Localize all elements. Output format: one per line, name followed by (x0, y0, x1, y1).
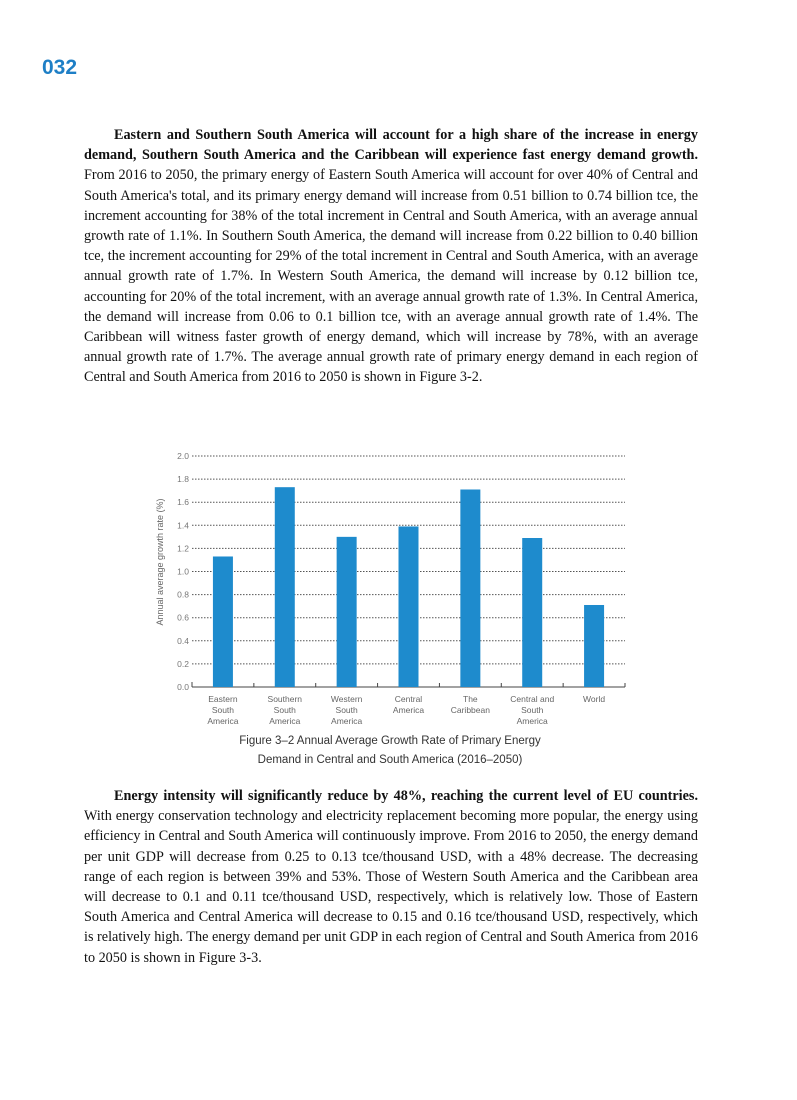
y-tick-label: 2.0 (177, 451, 189, 461)
paragraph-lead-bold: Eastern and Southern South America will account for a high share of the increase in energy demand, Southern South America and the Caribbean will experience fast energy demand growth. (84, 127, 698, 164)
y-axis-label: Annual average growth rate (%) (155, 498, 165, 626)
bar-southern-south-america (275, 487, 295, 687)
y-tick-label: 1.0 (177, 566, 189, 577)
x-tick-label: The (463, 694, 478, 704)
x-tick-label: America (207, 716, 239, 726)
x-tick-label: South (335, 705, 358, 715)
y-tick-label: 1.8 (177, 474, 189, 485)
y-tick-label: 0.4 (177, 635, 189, 646)
y-tick-label: 0.6 (177, 612, 189, 623)
x-tick-label: America (516, 716, 548, 726)
chart-plot-area (140, 445, 640, 735)
y-tick-label: 0.2 (177, 658, 189, 669)
x-tick-label: Central and (510, 694, 555, 704)
bar-world (584, 605, 604, 687)
x-tick-label: America (331, 716, 363, 726)
paragraph-lead-bold: Energy intensity will significantly reduce by 48%, reaching the current level of EU countries. (114, 788, 698, 804)
paragraph-energy-demand-growth (84, 125, 698, 388)
bar-central-and-south-america (522, 538, 542, 687)
y-tick-label: 0.0 (177, 682, 189, 692)
x-tick-label: South (521, 705, 544, 715)
bar-eastern-south-america (213, 556, 233, 687)
figure-caption-line1: Figure 3–2 Annual Average Growth Rate of Primary Energy (239, 735, 541, 747)
x-tick-label: Eastern (208, 694, 238, 704)
x-tick-label: America (269, 716, 301, 726)
x-tick-label: America (392, 705, 425, 715)
x-tick-label: Central (394, 694, 423, 704)
y-tick-label: 1.4 (177, 520, 189, 531)
x-tick-label: Caribbean (450, 705, 490, 715)
paragraph-body: From 2016 to 2050, the primary energy of Eastern South America will account for over 40% of Central and South America's total, and its primary energy demand will increase from 0.51 billion to 0.74 billion tce, the increment accounting for 38% of the total increment in Central and South America, with an average annual growth rate of 1.1%. In Southern South America, the demand will increase from 0.22 billion to 0.40 billion tce, the increment accounting for 29% of the total increment in Central and South America, with an average annual growth rate of 1.7%. In Western South America, the demand will increase by 0.12 billion tce, accounting for 20% of the total increment, with an average annual growth rate of 1.3%. In Central America, the demand will increase from 0.06 to 0.1 billion tce, with an average annual growth rate of 1.4%. The Caribbean will witness faster growth of energy demand, which will increase by 78%, with an average annual growth rate of 1.7%. The average annual growth rate of primary energy demand in each region of Central and South America from 2016 to 2050 is shown in Figure 3-2. (84, 167, 698, 386)
paragraph-energy-intensity (84, 786, 698, 968)
paragraph-body: With energy conservation technology and electricity replacement becoming more popular, the energy using efficiency in Central and South America will continuously improve. From 2016 to 2050, the energy demand per unit GDP will decrease from 0.25 to 0.13 tce/thousand USD, with a 48% decrease. The decreasing range of each region is between 39% and 53%. Those of Western South America and the Caribbean area will decrease to 0.1 and 0.11 tce/thousand USD, respectively, which is relatively low. Those of Eastern South America and Central America will decrease to 0.15 and 0.16 tce/thousand USD, respectively, which is relatively high. The energy demand per unit GDP in each region of Central and South America from 2016 to 2050 is shown in Figure 3-3. (84, 808, 698, 966)
x-tick-label: Western (330, 694, 363, 704)
x-tick-label: Southern (267, 694, 303, 704)
x-tick-label: South (273, 705, 296, 715)
figure-caption-line2: Demand in Central and South America (2016–2050) (257, 754, 523, 766)
bar-chart-growth-rate (140, 445, 640, 735)
bar-the-caribbean (460, 489, 480, 687)
page-number: 032 (42, 56, 78, 79)
bar-central-america (399, 526, 419, 687)
y-tick-label: 1.2 (177, 543, 189, 554)
x-tick-label: South (211, 705, 235, 715)
x-tick-label: World (583, 694, 606, 704)
y-tick-label: 0.8 (177, 589, 189, 600)
y-tick-label: 1.6 (177, 497, 189, 508)
bar-western-south-america (337, 537, 357, 687)
